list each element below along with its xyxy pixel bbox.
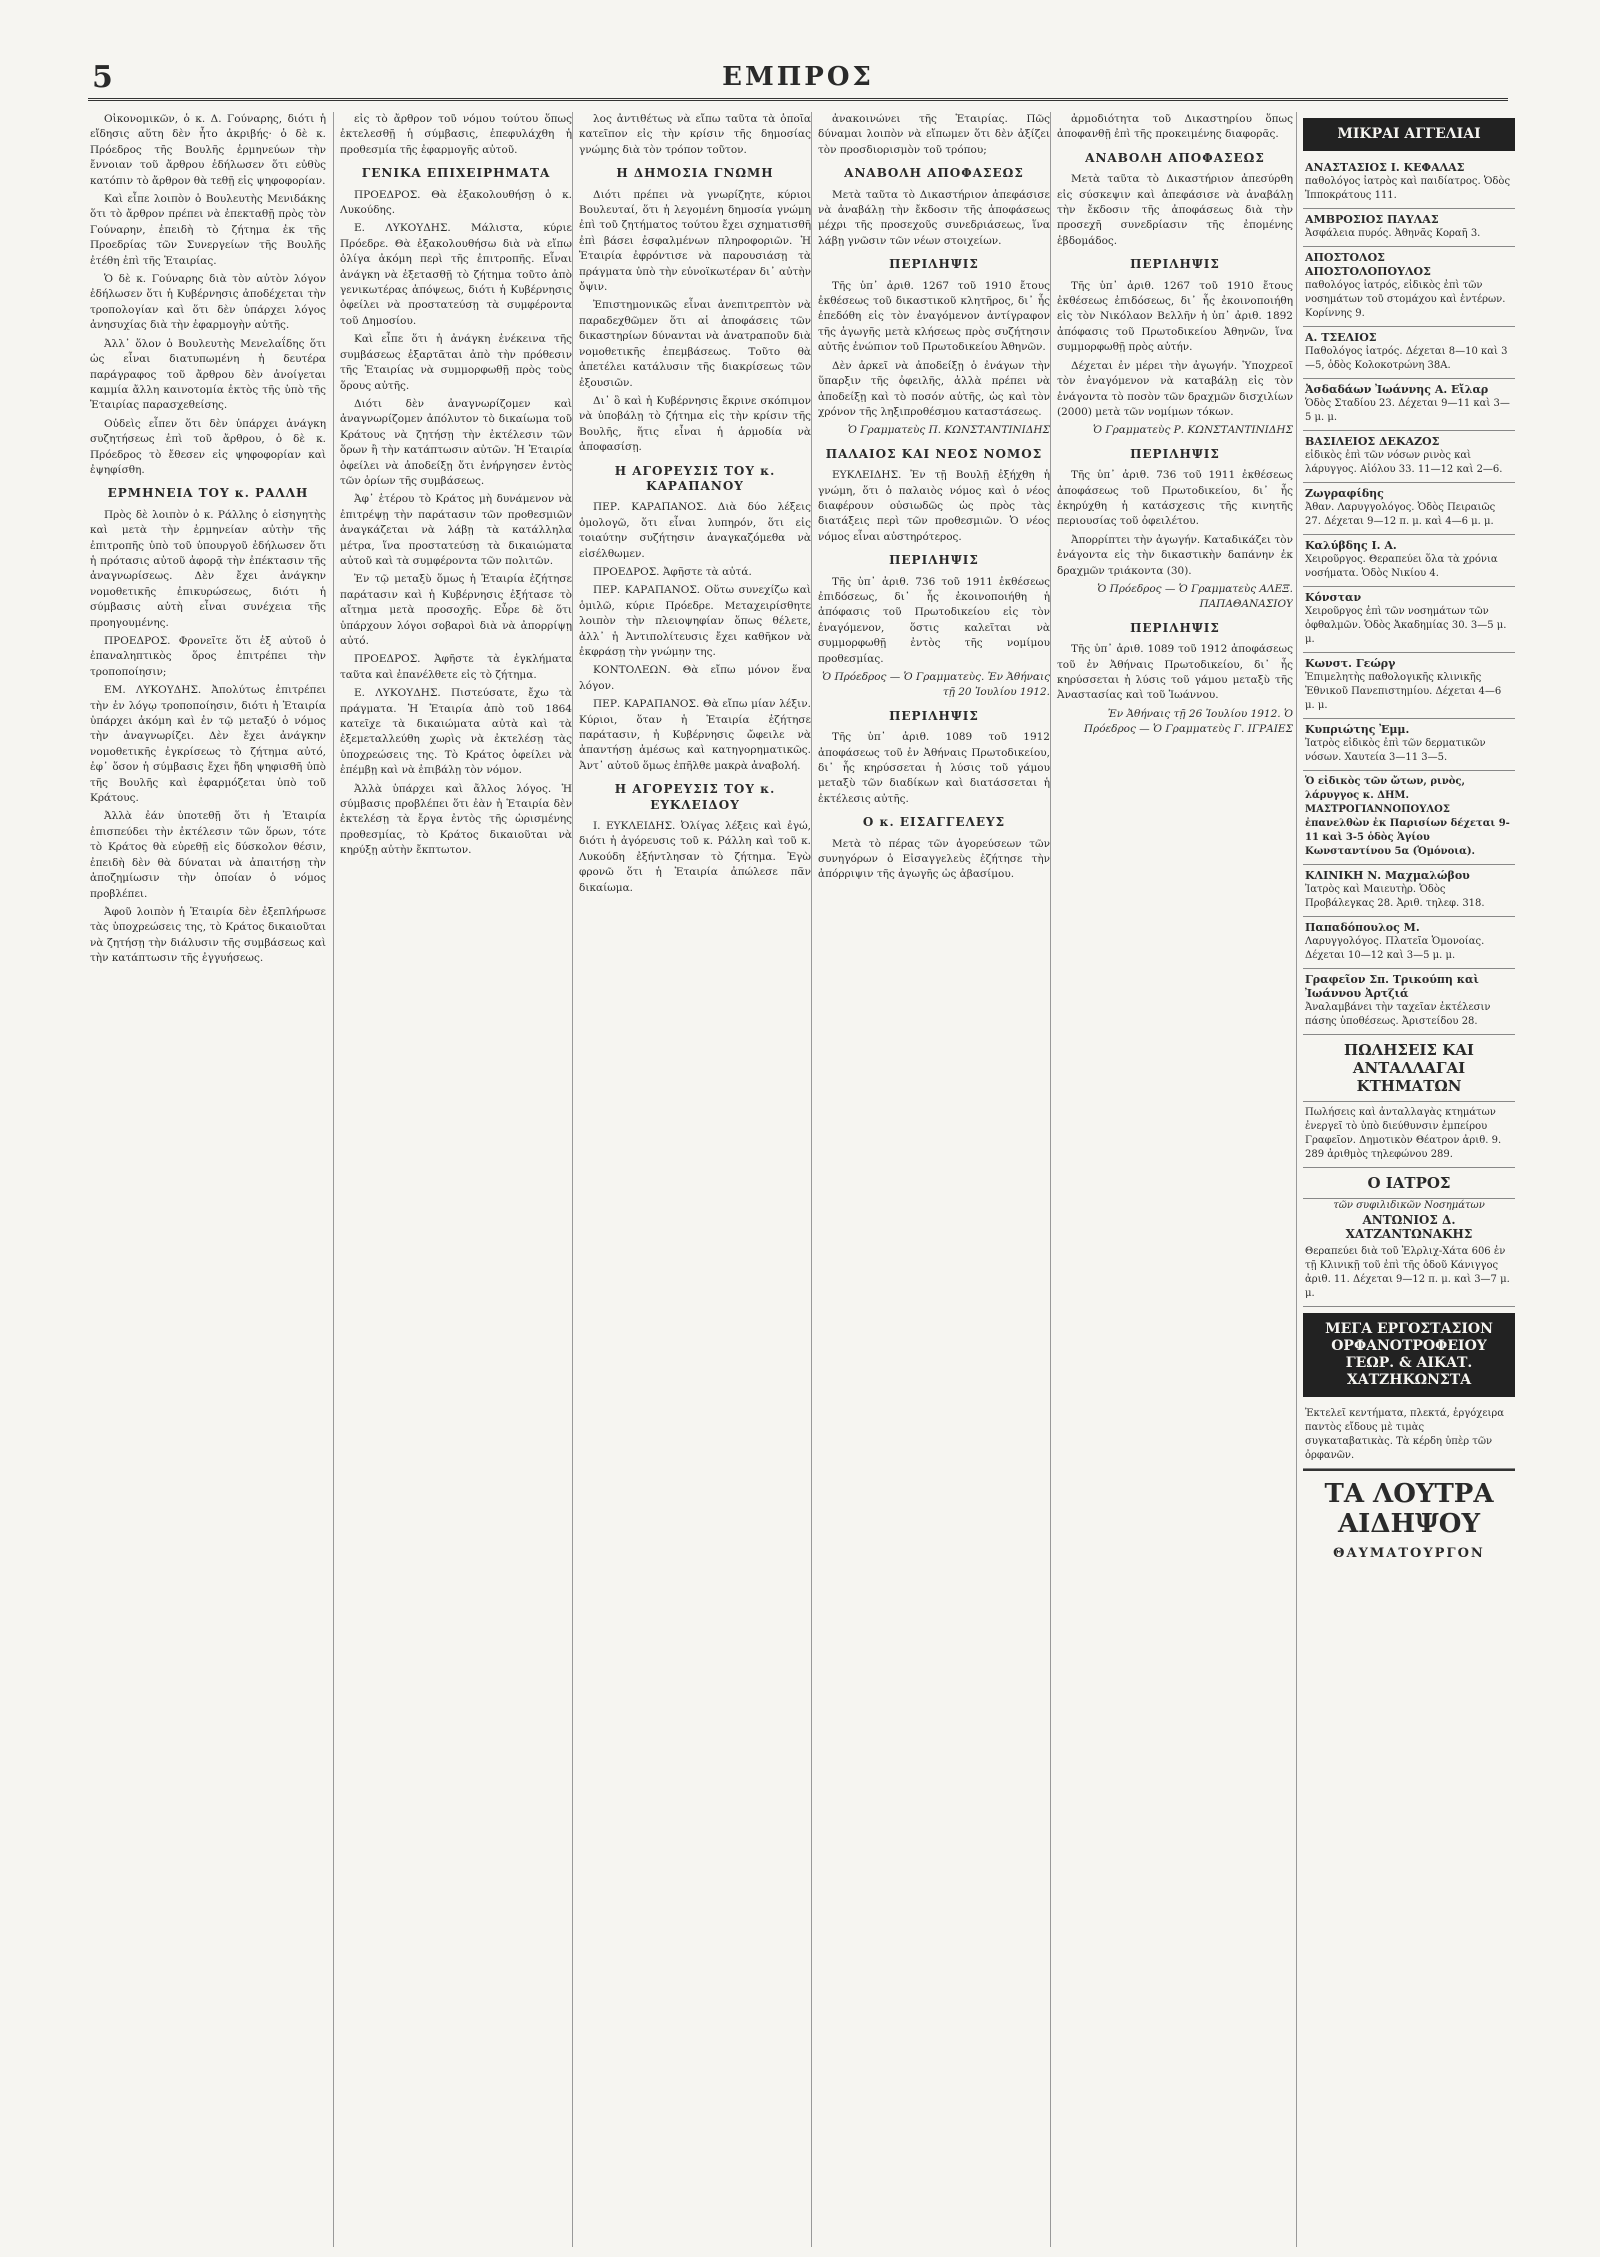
- paragraph: ΠΕΡ. ΚΑΡΑΠΑΝΟΣ. Διὰ δύο λέξεις ὁμολογῶ, ὅτι εἶναι λυπηρόν, ὅτι εἰς τοιαύτην συζήτησιν ἀναγκαζόμεθα νὰ εἰσέλθωμεν.: [579, 501, 811, 560]
- ad-body: Ἀσφάλεια πυρός. Ἀθηνᾶς Κοραῆ 3.: [1305, 228, 1481, 239]
- paragraph: Ἀφοῦ λοιπὸν ἡ Ἑταιρία δὲν ἐξεπλήρωσε τὰς ὑποχρεώσεις της, τὸ Κράτος δικαιοῦται νὰ ζητήσῃ τὴν διάλυσιν τῆς συμβάσεως καὶ τὴν κατάπτωσιν τῆς ἐγγυήσεως.: [90, 905, 326, 965]
- section-heading: ΕΡΜΗΝΕΙΑ ΤΟΥ κ. ΡΑΛΛΗ: [107, 486, 309, 501]
- column-2: [333, 112, 572, 2247]
- classifieds-title: ΜΙΚΡΑΙ ΑΓΓΕΛΙΑΙ: [1303, 118, 1515, 151]
- page-number: 5: [92, 60, 113, 95]
- paragraph: Πρὸς δὲ λοιπὸν ὁ κ. Ράλλης ὁ εἰσηγητὴς καὶ μετὰ τὴν ἑρμηνείαν αὐτὴν τῆς ἐπιτροπῆς ὑπὸ τοῦ ὑπουργοῦ ἐδήλωσεν ὅτι ἡ πρότασις αὐτοῦ ἀφορᾷ τὴν ἐπέκτασιν τῆς ἀναγνωρίσεως. Δὲν ἔχει ἀνάγκην νομοθετικῆς ἐπικυρώσεως, διότι ἡ σύμβασις αὐτὴ εἶναι συνέχεια τῆς προηγουμένης.: [90, 508, 326, 629]
- column-5: [1050, 112, 1293, 2247]
- section-heading: Ο κ. ΕΙΣΑΓΓΕΛΕΥΣ: [862, 815, 1006, 830]
- section-heading: ΠΕΡΙΛΗΨΙΣ: [889, 257, 979, 272]
- section-heading: ΑΝΑΒΟΛΗ ΑΠΟΦΑΣΕΩΣ: [844, 166, 1024, 181]
- paragraph: ΕΜ. ΛΥΚΟΥΔΗΣ. Ἀπολύτως ἐπιτρέπει τὴν ἐν λόγῳ τροποποίησιν, διότι ἡ Ἑταιρία ὑπάρχει ἀκόμη καὶ ἐν τῷ μεταξύ ὁ νόμος τὴν ἀναγνωρίζει. Δὲν ἔχει ἀνάγκην νομοθετικῆς ἐγκρίσεως τὸ ζήτημα αὐτό, ἐφ᾽ ὅσον ἡ σύμβασις ἔχει ἤδη ψηφισθῆ ὑπὸ τῆς Βουλῆς καὶ ἐφαρμόζεται ὑπὸ τοῦ Κράτους.: [90, 684, 326, 805]
- newspaper-title: ΕΜΠΡΟΣ: [722, 62, 874, 92]
- paragraph: Δὲν ἀρκεῖ νὰ ἀποδείξῃ ὁ ἐνάγων τὴν ὕπαρξιν τῆς ὀφειλῆς, ἀλλὰ πρέπει νὰ ἀποδείξῃ καὶ τὸ ποσόν αὐτῆς, ὡς καὶ τὸν χρόνον τῆς ληξιπροθέσμου καταστάσεως.: [818, 359, 1050, 418]
- ad-heading: ΚΛΙΝΙΚΗ Ν. Μαχμαλώβου: [1305, 869, 1470, 882]
- paragraph: Διότι πρέπει νὰ γνωρίζητε, κύριοι Βουλευταί, ὅτι ἡ λεγομένη δημοσία γνώμη ἐπὶ τοῦ ζητήματος τούτου ἔχει σχηματισθῆ ἐπὶ βάσει ἐσφαλμένων πληροφοριῶν. Ἡ Ἑταιρία ἐφρόντισε νὰ παρουσιάσῃ τὰ πράγματα ὑπὸ τὴν εὐνοϊκωτέραν δι᾽ αὐτὴν ὄψιν.: [579, 188, 811, 294]
- doctor-name: ΑΝΤΩΝΙΟΣ Δ. ΧΑΤΖΑΝΤΩΝΑΚΗΣ: [1345, 1213, 1473, 1241]
- doctor-ad-title: Ο ΙΑΤΡΟΣ: [1303, 1168, 1515, 1199]
- paragraph: Ἀλλ᾽ ὅλον ὁ Βουλευτὴς Μενελαΐδης ὅτι ὡς εἶναι διατυπωμένη ἡ δευτέρα παράγραφος τοῦ ἄρθρου δὲν ἀνοίγεται καμμία ἄλλη καινοτομία ἐκτὸς τῆς ὑπὸ τῆς Ἑταιρίας παρασχεθείσης.: [90, 337, 326, 412]
- ad-heading: Παπαδόπουλος Μ.: [1305, 921, 1420, 934]
- section-heading: Η ΔΗΜΟΣΙΑ ΓΝΩΜΗ: [616, 166, 774, 181]
- paragraph: Ι. ΕΥΚΛΕΙΔΗΣ. Ὀλίγας λέξεις καὶ ἐγώ, διότι ἡ ἀγόρευσις τοῦ κ. Ράλλη καὶ τοῦ κ. Λυκούδη ἐξήντλησαν τὸ ζήτημα. Ἐγὼ φρονῶ ὅτι ἡ Ἑταιρία ἀπώλεσε πᾶν δικαίωμα.: [579, 820, 811, 894]
- ad-body: Ὁδὸς Σταδίου 23. Δέχεται 9—11 καὶ 3—5 μ. μ.: [1305, 398, 1510, 423]
- ad-body: εἰδικὸς ἐπὶ τῶν νόσων ρινὸς καὶ λάρυγγος. Αἰόλου 33. 11—12 καὶ 2—6.: [1305, 450, 1503, 475]
- paragraph: ἀρμοδιότητα τοῦ Δικαστηρίου ὅπως ἀποφανθῇ ἐπὶ τῆς προκειμένης διαφορᾶς.: [1057, 113, 1293, 141]
- paragraph: Καὶ εἶπε λοιπὸν ὁ Βουλευτὴς Μενιδάκης ὅτι τὸ ἄρθρον πρέπει νὰ ἐπεκταθῇ πρὸς τὸν Γούναρην, ἐπειδὴ τὸ ζήτημα ἐκ τῆς Προεδρίας τῶν Συνεργείων τῆς Βουλῆς ἐτέθη ἐπὶ τῆς Ἑταιρίας.: [90, 193, 326, 267]
- real-estate-title: ΠΩΛΗΣΕΙΣ ΚΑΙ ΑΝΤΑΛΛΑΓΑΙ ΚΤΗΜΑΤΩΝ: [1303, 1035, 1515, 1102]
- paragraph: Οἰκονομικῶν, ὁ κ. Δ. Γούναρης, διότι ἡ εἴδησις αὕτη δὲν ἦτο ἀκριβής· ὁ δὲ κ. Πρόεδρος τῆς Βουλῆς ἐρμηνεύων τὴν ἔννοιαν τοῦ ἄρθρου ἐδήλωσεν ὅτι εὐθὺς κατόπιν τὸ ἄρθρον θὰ τεθῇ εἰς ψηφοφορίαν.: [90, 113, 326, 187]
- paragraph: Καὶ εἶπε ὅτι ἡ ἀνάγκη ἐνέκεινα τῆς συμβάσεως ἐξαρτᾶται ἀπὸ τὴν πρόθεσιν τῆς Ἑταιρίας νὰ συμμορφωθῇ πρὸς τοὺς ὅρους αὐτῆς.: [340, 333, 572, 392]
- paragraph: Ἀπορρίπτει τὴν ἀγωγήν. Καταδικάζει τὸν ἐνάγοντα εἰς τὴν δικαστικὴν δαπάνην ἐκ δραχμῶν τριάκοντα (30).: [1057, 533, 1293, 577]
- paragraph: Ἐν τῷ μεταξὺ ὅμως ἡ Ἑταιρία ἐζήτησε παράτασιν καὶ ἡ Κυβέρνησις ἐξήτασε τὸ αἴτημα μετὰ προσοχῆς. Εὗρε δὲ ὅτι ὑπάρχουν λόγοι σοβαροὶ διὰ νὰ ἀπορρίψῃ αὐτό.: [340, 573, 572, 647]
- classified-ad: [1303, 719, 1515, 771]
- ad-heading: Α. ΤΣΕΛΙΟΣ: [1305, 331, 1377, 344]
- ad-heading: Γραφεῖον Σπ. Τρικούπη καὶ Ἰωάννου Ἀρτζιά: [1305, 973, 1479, 1000]
- paragraph: λος ἀντιθέτως νὰ εἴπω ταῦτα τὰ ὁποῖα κατεῖπον εἰς τὴν κρίσιν τῆς δημοσίας γνώμης διὰ τὸν τρόπον τοῦτον.: [579, 113, 811, 156]
- paragraph: Ἀφ᾽ ἑτέρου τὸ Κράτος μὴ δυνάμενον νὰ ἐπιτρέψῃ τὴν παράτασιν τῶν προθεσμιῶν ἀναγκάζεται νὰ λάβῃ τὰ κατάλληλα μέτρα, ἵνα προστατεύσῃ τὰ δικαιώματα αὐτοῦ καὶ τὰ συμφέροντα τῶν πολιτῶν.: [340, 493, 572, 567]
- paragraph: Δι᾽ ὃ καὶ ἡ Κυβέρνησις ἔκρινε σκόπιμον νὰ ὑποβάλῃ τὸ ζήτημα εἰς τὴν κρίσιν τῆς Βουλῆς, ἥτις εἶναι ἡ ἁρμοδία νὰ ἀποφασίσῃ.: [579, 394, 811, 454]
- ad-heading: ΑΠΟΣΤΟΛΟΣ ΑΠΟΣΤΟΛΟΠΟΥΛΟΣ: [1305, 251, 1431, 278]
- section-heading: Η ΑΓΟΡΕΥΣΙΣ ΤΟΥ κ. ΚΑΡΑΠΑΝΟΥ: [614, 463, 776, 493]
- ad-heading: ΒΑΣΙΛΕΙΟΣ ΔΕΚΑΖΟΣ: [1305, 435, 1440, 448]
- ad-heading: Ζωγραφίδης: [1305, 487, 1384, 500]
- section-heading: Η ΑΓΟΡΕΥΣΙΣ ΤΟΥ κ. ΕΥΚΛΕΙΔΟΥ: [614, 782, 776, 812]
- ad-body: παθολόγος ἰατρὸς καὶ παιδίατρος. Ὁδὸς Ἱπποκράτους 111.: [1305, 176, 1511, 201]
- paragraph: Ἐπιστημονικῶς εἶναι ἀνεπιτρεπτὸν νὰ παραδεχθῶμεν ὅτι αἱ ἀποφάσεις τῶν δικαστηρίων δύνανται νὰ ἀνατραποῦν διὰ νομοθετικῆς ἐπεμβάσεως. Τοῦτο θὰ ἀπετέλει κατάλυσιν τῆς διακρίσεως τῶν ἐξουσιῶν.: [579, 299, 811, 389]
- baths-ad: [1303, 1469, 1515, 1571]
- paragraph: Ὁ δὲ κ. Γούναρης διὰ τὸν αὐτὸν λόγον ἐδήλωσεν ὅτι ἡ Κυβέρνησις ἀποδέχεται τὴν τροπολογίαν καὶ ὅτι δὲν ὑπάρχει λόγος ἀνησυχίας διὰ τὴν ἐφαρμογὴν αὐτῆς.: [90, 273, 326, 332]
- ad-heading: Κυπριώτης Ἐμμ.: [1305, 723, 1410, 736]
- ad-body: Λαρυγγολόγος. Πλατεῖα Ὁμονοίας. Δέχεται 10—12 καὶ 3—5 μ. μ.: [1305, 936, 1485, 961]
- ad-body: Ἰατρὸς καὶ Μαιευτὴρ. Ὁδὸς Προβάλεγκας 28. Ἀριθ. τηλεφ. 318.: [1305, 884, 1485, 909]
- classified-ad: [1303, 969, 1515, 1035]
- paragraph: ΠΕΡ. ΚΑΡΑΠΑΝΟΣ. Οὕτω συνεχίζω καὶ ὁμιλῶ, κύριε Πρόεδρε. Μεταχειρίσθητε λοιπὸν τὴν πλειοψηφίαν ὅπως θέλετε, ἀλλ᾽ ἡ Ἀντιπολίτευσις ἔχει καθῆκον νὰ ἐκφράσῃ τὴν γνώμην της.: [579, 584, 811, 658]
- paragraph: ΕΥΚΛΕΙΔΗΣ. Ἐν τῇ Βουλῇ ἐξήχθη ἡ γνώμη, ὅτι ὁ παλαιὸς νόμος καὶ ὁ νέος διαφέρουν οὐσιωδῶς ὡς πρὸς τὰς διατάξεις περὶ τῶν προθεσμιῶν. Ὁ νέος νόμος εἶναι αὐστηρότερος.: [818, 469, 1050, 543]
- ad-body: Ἰατρὸς εἰδικὸς ἐπὶ τῶν δερματικῶν νόσων. Χαυτεία 3—11 3—5.: [1305, 738, 1486, 763]
- real-estate-body: Πωλήσεις καὶ ἀνταλλαγὰς κτημάτων ἐνεργεῖ τὸ ὑπὸ διεύθυνσιν ἐμπείρου Γραφεῖον. Δημοτικὸν Θέατρον ἀριθ. 9. 289 ἀριθμὸς τηλεφώνου 289.: [1303, 1102, 1515, 1168]
- section-heading: ΠΕΡΙΛΗΨΙΣ: [1130, 257, 1220, 272]
- ad-heading: Καλύβδης Ι. Α.: [1305, 539, 1397, 552]
- paragraph: Μετὰ ταῦτα τὸ Δικαστήριον ἀπεσύρθη εἰς σύσκεψιν καὶ ἀπεφάσισε νὰ ἀναβάλῃ τὴν ἔκδοσιν τῆς ἀποφάσεως διὰ τὴν προσεχῆ συνεδρίασιν τῆς ἐπομένης ἑβδομάδος.: [1057, 173, 1293, 247]
- paragraph: ΠΕΡ. ΚΑΡΑΠΑΝΟΣ. Θὰ εἴπω μίαν λέξιν. Κύριοι, ὅταν ἡ Ἑταιρία ἐζήτησε παράτασιν, ἡ Κυβέρνησις ὤφειλε νὰ ἀπαντήσῃ ἀμέσως καὶ κατηγορηματικῶς. Ἀντ᾽ αὐτοῦ ὅμως ἐπῆλθε μακρὰ ἀναβολή.: [579, 698, 811, 772]
- factory-ad-title: ΜΕΓΑ ΕΡΓΟΣΤΑΣΙΟΝ ΟΡΦΑΝΟΤΡΟΦΕΙΟΥ ΓΕΩΡ. & ΑΙΚΑΤ. ΧΑΤΖΗΚΩΝΣΤΑ: [1303, 1313, 1515, 1397]
- paragraph: Ἀλλὰ ἐάν ὑποτεθῇ ὅτι ἡ Ἑταιρία ἐπισπεύδει τὴν ἐκτέλεσιν τῶν ὅρων, τότε τὸ Κράτος θὰ εὑρεθῇ εἰς δύσκολον θέσιν, ἐπειδὴ δὲν θὰ δύναται νὰ ἀπαιτήσῃ τὴν ἀποζημίωσιν τὴν ὁποίαν ὁ νόμος προβλέπει.: [90, 810, 326, 900]
- paragraph: Μετὰ τὸ πέρας τῶν ἀγορεύσεων τῶν συνηγόρων ὁ Εἰσαγγελεὺς ἐζήτησε τὴν ἀπόρριψιν τῆς ἀγωγῆς ὡς ἀβασίμου.: [818, 837, 1050, 881]
- paragraph: Ἀλλὰ ὑπάρχει καὶ ἄλλος λόγος. Ἡ σύμβασις προβλέπει ὅτι ἐὰν ἡ Ἑταιρία δὲν ἐκτελέσῃ τὰ ἔργα ἐντὸς τῆς ὡρισμένης προθεσμίας, τὸ Κράτος δικαιοῦται νὰ κηρύξῃ αὐτὴν ἔκπτωτον.: [340, 782, 572, 857]
- classifieds-column: [1296, 112, 1515, 2247]
- signature: Ἐν Ἀθήναις τῇ 26 Ἰουλίου 1912. Ὁ Πρόεδρος — Ὁ Γραμματεὺς Γ. ΙΓΡΑΙΕΣ: [1083, 707, 1293, 736]
- masthead: [88, 60, 1508, 101]
- ad-heading: ΑΝΑΣΤΑΣΙΟΣ Ι. ΚΕΦΑΛΑΣ: [1305, 161, 1465, 174]
- paragraph: Τῆς ὑπ᾽ ἀριθ. 1267 τοῦ 1910 ἔτους ἐκθέσεως τοῦ δικαστικοῦ κλητῆρος, δι᾽ ἧς ἐπεδόθη εἰς τὸν ἐναγόμενον ἀντίγραφον τῆς ἀγωγῆς μετὰ κλήσεως πρὸς συζήτησιν αὐτῆς ἐνώπιον τοῦ Πρωτοδικείου Ἀθηνῶν.: [818, 279, 1050, 354]
- ad-body: Ἀθαν. Λαρυγγολόγος. Ὁδὸς Πειραιῶς 27. Δέχεται 9—12 π. μ. καὶ 4—6 μ. μ.: [1305, 502, 1496, 527]
- baths-ad-subtitle: ΘΑΥΜΑΤΟΥΡΓΟΝ: [1333, 1546, 1485, 1561]
- signature: Ὁ Γραμματεὺς Ρ. ΚΩΝΣΤΑΝΤΙΝΙΔΗΣ: [1092, 424, 1293, 437]
- paragraph: εἰς τὸ ἄρθρον τοῦ νόμου τούτου ὅπως ἐκτελεσθῇ ἡ σύμβασις, ἐπεφυλάχθη ἡ προθεσμία τῆς ἐφαρμογῆς αὐτοῦ.: [340, 113, 572, 156]
- section-heading: ΓΕΝΙΚΑ ΕΠΙΧΕΙΡΗΜΑΤΑ: [361, 166, 551, 181]
- doctor-ad-body: Θεραπεύει διὰ τοῦ Ἐλρλιχ-Χάτα 606 ἐν τῇ Κλινικῇ τοῦ ἐπὶ τῆς ὁδοῦ Κάνιγγος ἀριθ. 11. Δέχεται 9—12 π. μ. καὶ 3—7 μ. μ.: [1303, 1241, 1515, 1307]
- paragraph: Τῆς ὑπ᾽ ἀριθ. 1267 τοῦ 1910 ἔτους ἐκθέσεως ἐπιδόσεως, δι᾽ ἧς ἐκοινοποιήθη εἰς τὸν Νικόλαον Βελλῆν ἡ ὑπ᾽ ἀριθ. 1892 ἀπόφασις τοῦ Πρωτοδικείου Ἀθηνῶν, ἵνα συμμορφωθῇ πρὸς αὐτήν.: [1057, 279, 1293, 354]
- signature: Ὁ Πρόεδρος — Ὁ Γραμματεὺς. Ἐν Ἀθήναις τῇ 20 Ἰουλίου 1912.: [822, 671, 1050, 699]
- paragraph: Διότι δὲν ἀναγνωρίζομεν καὶ ἀναγνωρίζομεν ἀπόλυτον τὸ δικαίωμα τοῦ Κράτους νὰ ζητήσῃ τὴν ἐκτέλεσιν τῶν ὅρων ἢ τὴν κατάπτωσιν αὐτῶν. Ἡ Ἑταιρία ὀφείλει νὰ ἀποδείξῃ ὅτι ἐνήργησεν ἐντὸς τῶν ὁρίων τῆς συμβάσεως.: [340, 397, 572, 487]
- ad-body: Χειροῦργος ἐπὶ τῶν νοσημάτων τῶν ὀφθαλμῶν. Ὁδὸς Ἀκαδημίας 30. 3—5 μ. μ.: [1305, 606, 1507, 645]
- ad-heading: Ἀσδαδάων Ἰωάννης Α. Εἴλαρ: [1305, 383, 1489, 396]
- section-heading: ΑΝΑΒΟΛΗ ΑΠΟΦΑΣΕΩΣ: [1085, 150, 1265, 165]
- classified-ad: [1303, 209, 1515, 247]
- paragraph: Τῆς ὑπ᾽ ἀριθ. 1089 τοῦ 1912 ἀποφάσεως τοῦ ἐν Ἀθήναις Πρωτοδικείου, δι᾽ ἧς κηρύσσεται ἡ λύσις τοῦ γάμου μεταξὺ τῆς Ἀναστασίας καὶ τοῦ Ἰωάννου.: [1057, 643, 1293, 702]
- paragraph: Τῆς ὑπ᾽ ἀριθ. 1089 τοῦ 1912 ἀποφάσεως τοῦ ἐν Ἀθήναις Πρωτοδικείου, δι᾽ ἧς κηρύσσεται ἡ λύσις τοῦ γάμου μεταξὺ τῶν διαδίκων καὶ διατάσσεται ἡ ἐκτέλεσις αὐτῆς.: [818, 731, 1050, 805]
- section-heading: ΠΕΡΙΛΗΨΙΣ: [889, 553, 979, 568]
- classified-ad: [1303, 865, 1515, 917]
- paragraph: ΠΡΟΕΔΡΟΣ. Ἀφῆστε τὰ ἐγκλήματα ταῦτα καὶ ἐπανέλθετε εἰς τὸ ζήτημα.: [340, 653, 572, 681]
- paragraph: ΠΡΟΕΔΡΟΣ. Ἀφῆστε τὰ αὐτά.: [593, 565, 752, 578]
- classified-ad: [1303, 247, 1515, 327]
- ad-body: παθολόγος ἰατρός, εἰδικὸς ἐπὶ τῶν νοσημάτων τοῦ στομάχου καὶ ἐντέρων. Κορίννης 9.: [1305, 280, 1506, 319]
- signature: Ὁ Γραμματεὺς Π. ΚΩΝΣΤΑΝΤΙΝΙΔΗΣ: [847, 424, 1050, 437]
- classified-ad: [1303, 917, 1515, 969]
- paragraph: Τῆς ὑπ᾽ ἀριθ. 736 τοῦ 1911 ἐκθέσεως ἐπιδόσεως, δι᾽ ἧς ἐκοινοποιήθη ἡ ἀπόφασις τοῦ Πρωτοδικείου εἰς τὸν ἐναγόμενον, ὅστις καλεῖται νὰ συμμορφωθῇ ἐντὸς τῆς νομίμου προθεσμίας.: [818, 575, 1050, 665]
- classified-ad: [1303, 157, 1515, 209]
- notice-ad: Ὁ εἰδικὸς τῶν ὤτων, ρινὸς, λάρυγγος κ. ΔΗΜ. ΜΑΣΤΡΟΓΙΑΝΝΟΠΟΥΛΟΣ ἐπανελθὼν ἐκ Παρισίων δέχεται 9-11 καὶ 3-5 ὁδὸς Ἁγίου Κωνσταντίνου 5α (Ὁμόνοια).: [1303, 771, 1515, 865]
- ad-body: Ἀναλαμβάνει τὴν ταχεῖαν ἐκτέλεσιν πάσης ὑποθέσεως. Ἀριστείδου 28.: [1305, 1002, 1491, 1027]
- classified-ad: [1303, 535, 1515, 587]
- ad-body: Χειροῦργος. Θεραπεύει ὅλα τὰ χρόνια νοσήματα. Ὁδὸς Νικίου 4.: [1305, 554, 1498, 579]
- baths-ad-title: ΤΑ ΛΟΥΤΡΑ ΑΙΔΗΨΟΥ: [1324, 1479, 1494, 1539]
- classified-ad: [1303, 379, 1515, 431]
- paragraph: ΠΡΟΕΔΡΟΣ. Φρονεῖτε ὅτι ἐξ αὐτοῦ ὁ ἐπαναληπτικὸς ὅρος ἐπιτρέπει τὴν τροποποίησιν;: [90, 635, 326, 678]
- paragraph: Ε. ΛΥΚΟΥΔΗΣ. Μάλιστα, κύριε Πρόεδρε. Θὰ ἐξακολουθήσω διὰ νὰ εἴπω ὀλίγα ἀκόμη περὶ τῆς ἐπιτροπῆς. Εἶναι ἀνάγκη νὰ ἐξετασθῇ τὸ ζήτημα τοῦτο ἀπὸ γενικωτέρας ἀπόψεως, διότι ἡ Κυβέρνησις ὀφείλει νὰ προστατεύσῃ τὰ συμφέροντα τοῦ Δημοσίου.: [340, 222, 572, 327]
- factory-ad-body: Ἐκτελεῖ κεντήματα, πλεκτά, ἐργόχειρα παντὸς εἴδους μὲ τιμὰς συγκαταβατικὰς. Τὰ κέρδη ὑπὲρ τῶν ὀρφανῶν.: [1303, 1403, 1515, 1469]
- ad-body: Ἐπιμελητὴς παθολογικῆς κλινικῆς Ἐθνικοῦ Πανεπιστημίου. Δέχεται 4—6 μ. μ.: [1305, 672, 1502, 711]
- ad-heading: ΑΜΒΡΟΣΙΟΣ ΠΑΥΛΑΣ: [1305, 213, 1439, 226]
- classified-ad: [1303, 587, 1515, 653]
- paragraph: Μετὰ ταῦτα τὸ Δικαστήριον ἀπεφάσισε νὰ ἀναβάλῃ τὴν ἔκδοσιν τῆς ἀποφάσεως μέχρι τῆς προσεχοῦς συνεδριάσεως, ἵνα λάβῃ γνῶσιν τῶν νέων στοιχείων.: [818, 188, 1050, 247]
- column-3: [572, 112, 811, 2247]
- column-1: [90, 112, 326, 2247]
- paragraph: ἀνακοινώνει τῆς Ἑταιρίας. Πῶς δύναμαι λοιπὸν νὰ εἴπωμεν ὅτι δὲν ἀξίζει τὸν προσδιορισμὸν τοῦ τρόπου;: [818, 113, 1050, 156]
- classified-ad: [1303, 431, 1515, 483]
- ad-heading: Κόνσταν: [1305, 591, 1362, 604]
- paragraph: ΚΟΝΤΟΛΕΩΝ. Θὰ εἴπω μόνον ἕνα λόγον.: [579, 664, 811, 692]
- paragraph: Δέχεται ἐν μέρει τὴν ἀγωγήν. Ὑποχρεοῖ τὸν ἐναγόμενον νὰ καταβάλῃ εἰς τὸν ἐνάγοντα τὸ ποσὸν τῶν δραχμῶν δισχιλίων (2000) μετὰ τῶν νομίμων τόκων.: [1057, 359, 1293, 418]
- section-heading: ΠΑΛΑΙΟΣ ΚΑΙ ΝΕΟΣ ΝΟΜΟΣ: [825, 446, 1043, 461]
- paragraph: ΠΡΟΕΔΡΟΣ. Θὰ ἐξακολουθήσῃ ὁ κ. Λυκούδης.: [340, 188, 572, 217]
- paragraph: Τῆς ὑπ᾽ ἀριθ. 736 τοῦ 1911 ἐκθέσεως ἀποφάσεως τοῦ Πρωτοδικείου, δι᾽ ἧς ἐκηρύχθη ἡ κατάσχεσις τῆς κινητῆς περιουσίας τοῦ ὀφειλέτου.: [1057, 469, 1293, 528]
- classified-ad: [1303, 653, 1515, 719]
- section-heading: ΠΕΡΙΛΗΨΙΣ: [1130, 620, 1220, 635]
- column-4: [811, 112, 1050, 2247]
- signature: Ὁ Πρόεδρος — Ὁ Γραμματεὺς ΑΛΕΞ. ΠΑΠΑΘΑΝΑΣΙΟΥ: [1097, 582, 1293, 611]
- classified-ad: [1303, 483, 1515, 535]
- paragraph: Ε. ΛΥΚΟΥΔΗΣ. Πιστεύσατε, ἔχω τὰ πράγματα. Ἡ Ἑταιρία ἀπὸ τοῦ 1864 κατεῖχε τὰ δικαιώματα αὐτὰ καὶ τὰ ἐξεμεταλλεύθη χωρὶς νὰ ἐκτελέσῃ τὰς ὑποχρεώσεις της. Τὸ Κράτος ὀφείλει νὰ ἐπέμβῃ καὶ νὰ ἐπιβάλῃ τὸν νόμον.: [340, 687, 572, 777]
- doctor-ad-subtitle: τῶν συφιλιδικῶν Νοσημάτων: [1333, 1200, 1485, 1211]
- section-heading: ΠΕΡΙΛΗΨΙΣ: [889, 708, 979, 723]
- ad-heading: Κωνστ. Γεώργ: [1305, 657, 1396, 670]
- paragraph: Οὐδεὶς εἶπεν ὅτι δὲν ὑπάρχει ἀνάγκη συζητήσεως ἐπὶ τοῦ ἄρθρου, ὁ δὲ κ. Πρόεδρος τὸ ἔθεσεν εἰς ψηφοφορίαν καὶ ἐψηφίσθη.: [90, 417, 326, 476]
- section-heading: ΠΕΡΙΛΗΨΙΣ: [1130, 446, 1220, 461]
- ad-body: Παθολόγος ἰατρός. Δέχεται 8—10 καὶ 3—5, ὁδὸς Κολοκοτρώνη 38Α.: [1305, 346, 1508, 371]
- classified-ad: [1303, 327, 1515, 379]
